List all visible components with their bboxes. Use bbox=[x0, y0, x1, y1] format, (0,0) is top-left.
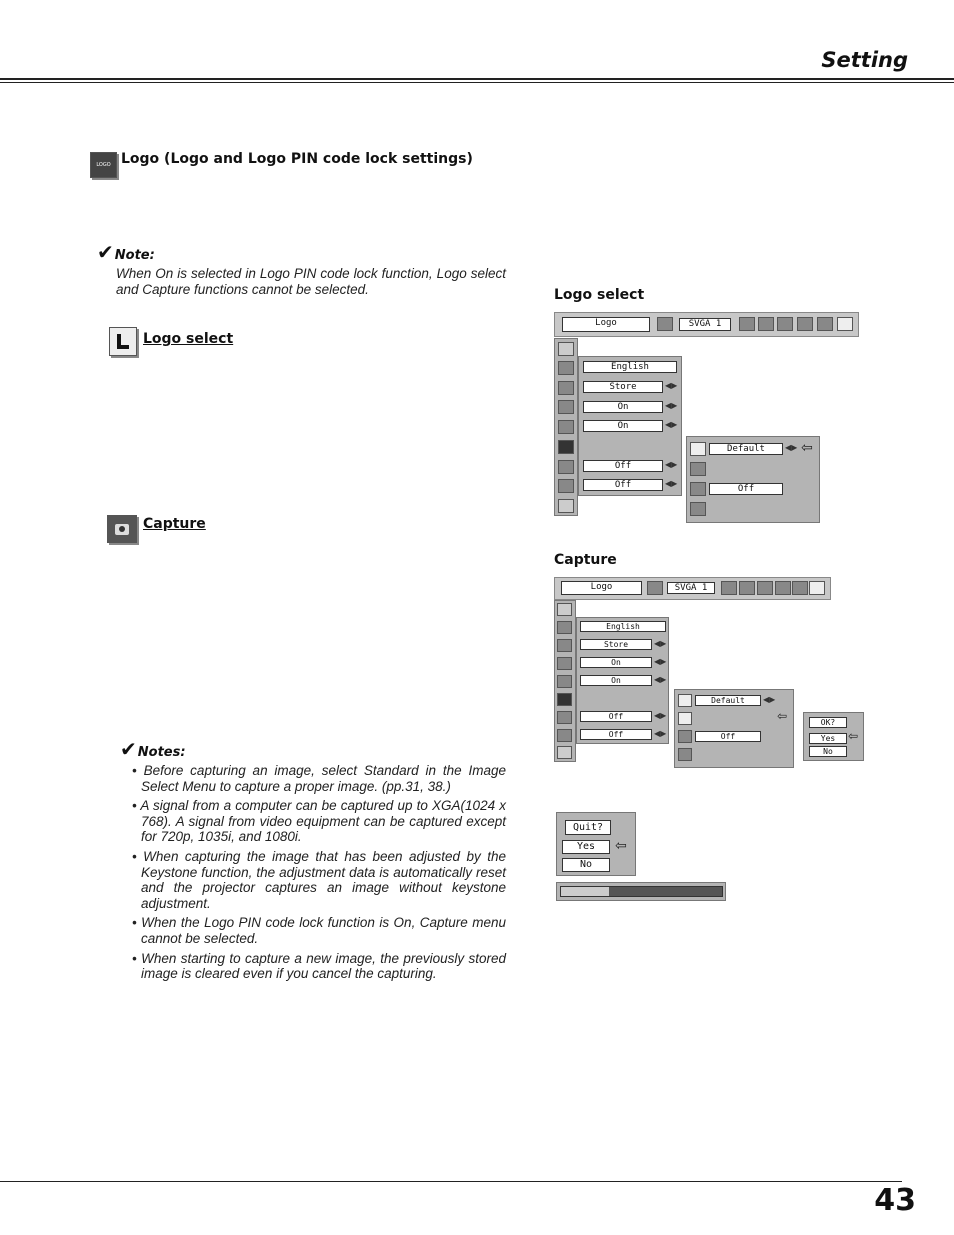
source-field: SVGA 1 bbox=[667, 582, 715, 594]
notes-list bbox=[129, 763, 506, 982]
menu-icon bbox=[557, 675, 572, 688]
menu-icon bbox=[739, 317, 755, 331]
capture-icon-small bbox=[690, 462, 706, 476]
logo-select-main-panel bbox=[578, 356, 682, 496]
capture-main-panel bbox=[576, 617, 669, 744]
list-item: • Before capturing an image, select Standard in the Image Select Menu to capture a proper image. (pp.31, 38.) bbox=[132, 763, 506, 794]
menu-icon bbox=[557, 639, 572, 652]
logo-icon bbox=[90, 152, 117, 178]
row-language: English bbox=[583, 361, 677, 373]
adjust-arrows-icon: ◀▶ bbox=[785, 443, 798, 452]
adjust-arrows-icon: ◀▶ bbox=[763, 695, 776, 704]
menu-icon bbox=[558, 361, 574, 375]
row-on-2: On bbox=[583, 420, 663, 432]
adjust-arrows-icon: ◀▶ bbox=[665, 460, 678, 469]
row-off-2: Off bbox=[583, 479, 663, 491]
sub-default-field: Default bbox=[709, 443, 783, 455]
capture-icon bbox=[107, 515, 137, 543]
menu-icon bbox=[721, 581, 737, 595]
menu-icon bbox=[558, 479, 574, 493]
list-item: • When capturing the image that has been adjusted by the Keystone function, the adjustment data is automatically reset and the projector captures an image without keystone adjustment. bbox=[132, 848, 506, 911]
menu-icon bbox=[657, 317, 673, 331]
logo-icon-text: LOGO bbox=[96, 162, 111, 168]
source-field: SVGA 1 bbox=[679, 318, 731, 331]
menu-icon bbox=[557, 711, 572, 724]
menu-icon bbox=[758, 317, 774, 331]
no-option[interactable]: No bbox=[809, 746, 847, 757]
adjust-arrows-icon: ◀▶ bbox=[654, 711, 667, 720]
checkmark-icon: ✔ bbox=[97, 240, 114, 264]
row-off-2: Off bbox=[580, 729, 652, 740]
capture-title: Capture bbox=[143, 516, 206, 532]
row-on-2: On bbox=[580, 675, 652, 686]
note-heading-text: Note: bbox=[114, 248, 155, 263]
row-language: English bbox=[580, 621, 666, 632]
menu-icon bbox=[775, 581, 791, 595]
logo-select-sub-panel bbox=[686, 436, 820, 523]
page-number: 43 bbox=[874, 1183, 916, 1218]
adjust-arrows-icon: ◀▶ bbox=[665, 381, 678, 390]
adjust-arrows-icon: ◀▶ bbox=[654, 639, 667, 648]
menu-title-field: Logo bbox=[561, 581, 642, 595]
capture-icon-small bbox=[678, 712, 692, 725]
menu-icon bbox=[558, 440, 574, 454]
menu-icon bbox=[817, 317, 833, 331]
row-on-1: On bbox=[583, 401, 663, 413]
capture-figure-label: Capture bbox=[554, 552, 617, 568]
section-title: Logo (Logo and Logo PIN code lock settings) bbox=[121, 151, 473, 167]
row-store: Store bbox=[580, 639, 652, 650]
logo-l-icon bbox=[690, 442, 706, 456]
list-item: • A signal from a computer can be captured up to XGA(1024 x 768). A signal from video equipment can be captured except for 720p, 1035i, and 1080i. bbox=[132, 798, 506, 845]
progress-track bbox=[560, 886, 723, 897]
menu-icon bbox=[797, 317, 813, 331]
menu-icon bbox=[837, 317, 853, 331]
list-item: • When starting to capture a new image, the previously stored image is cleared even if you cancel the capturing. bbox=[132, 950, 506, 982]
ok-label: OK? bbox=[809, 717, 847, 728]
exit-icon bbox=[690, 502, 706, 516]
menu-icon bbox=[809, 581, 825, 595]
logo-l-icon bbox=[678, 694, 692, 707]
menu-icon bbox=[557, 729, 572, 742]
list-item: • When the Logo PIN code lock function is On, Capture menu cannot be selected. bbox=[132, 915, 506, 946]
logo-select-title: Logo select bbox=[143, 331, 234, 347]
quit-dialog bbox=[556, 812, 636, 876]
logo-select-icon bbox=[109, 327, 137, 356]
menu-icon bbox=[792, 581, 808, 595]
page-header-title: Setting bbox=[821, 48, 908, 72]
menu-icon bbox=[558, 400, 574, 414]
footer-rule bbox=[0, 1181, 902, 1182]
pointer-icon: ⇦ bbox=[615, 838, 627, 854]
menu-icon bbox=[558, 381, 574, 395]
adjust-arrows-icon: ◀▶ bbox=[654, 675, 667, 684]
menu-icon bbox=[558, 420, 574, 434]
menu-title-field: Logo bbox=[562, 317, 650, 332]
quit-yes-option[interactable]: Yes bbox=[562, 840, 610, 854]
adjust-arrows-icon: ◀▶ bbox=[665, 420, 678, 429]
checkmark-icon: ✔ bbox=[120, 737, 137, 761]
logo-pin-icon bbox=[678, 730, 692, 743]
down-arrow-icon bbox=[558, 499, 574, 513]
menu-icon bbox=[558, 460, 574, 474]
adjust-arrows-icon: ◀▶ bbox=[665, 479, 678, 488]
pointer-icon: ⇦ bbox=[777, 709, 788, 723]
up-arrow-icon bbox=[557, 603, 572, 616]
up-arrow-icon bbox=[558, 342, 574, 356]
capture-sub-panel bbox=[674, 689, 794, 768]
note-heading bbox=[97, 240, 155, 264]
pointer-icon: ⇦ bbox=[801, 440, 813, 456]
sub-off-field: Off bbox=[695, 731, 761, 742]
note-text: When On is selected in Logo PIN code lock function, Logo select and Capture functions cannot be selected. bbox=[116, 266, 506, 297]
adjust-arrows-icon: ◀▶ bbox=[654, 657, 667, 666]
header-rule-thin bbox=[0, 82, 954, 83]
progress-fill bbox=[561, 887, 609, 896]
ok-dialog bbox=[803, 712, 864, 761]
menu-icon bbox=[739, 581, 755, 595]
menu-icon bbox=[757, 581, 773, 595]
quit-label: Quit? bbox=[565, 820, 611, 835]
row-on-1: On bbox=[580, 657, 652, 668]
row-off-1: Off bbox=[580, 711, 652, 722]
menu-icon bbox=[777, 317, 793, 331]
yes-option[interactable]: Yes bbox=[809, 733, 847, 744]
logo-pin-icon bbox=[690, 482, 706, 496]
notes-heading-text: Notes: bbox=[137, 745, 186, 760]
menu-icon bbox=[557, 621, 572, 634]
down-arrow-icon bbox=[557, 746, 572, 759]
capture-sidebar bbox=[554, 600, 576, 762]
row-off-1: Off bbox=[583, 460, 663, 472]
adjust-arrows-icon: ◀▶ bbox=[665, 401, 678, 410]
pointer-icon: ⇦ bbox=[848, 729, 859, 743]
capture-menubar bbox=[554, 577, 831, 600]
logo-select-figure-label: Logo select bbox=[554, 287, 645, 303]
sub-off-field: Off bbox=[709, 483, 783, 495]
notes-heading bbox=[120, 737, 186, 761]
quit-no-option[interactable]: No bbox=[562, 858, 610, 872]
adjust-arrows-icon: ◀▶ bbox=[654, 729, 667, 738]
row-store: Store bbox=[583, 381, 663, 393]
logo-select-menubar bbox=[554, 312, 859, 337]
sub-default-field: Default bbox=[695, 695, 761, 706]
menu-icon bbox=[557, 657, 572, 670]
exit-icon bbox=[678, 748, 692, 761]
menu-icon bbox=[647, 581, 663, 595]
menu-icon bbox=[557, 693, 572, 706]
capture-progress-bar bbox=[556, 882, 726, 901]
header-rule bbox=[0, 78, 954, 80]
logo-select-sidebar bbox=[554, 338, 578, 516]
